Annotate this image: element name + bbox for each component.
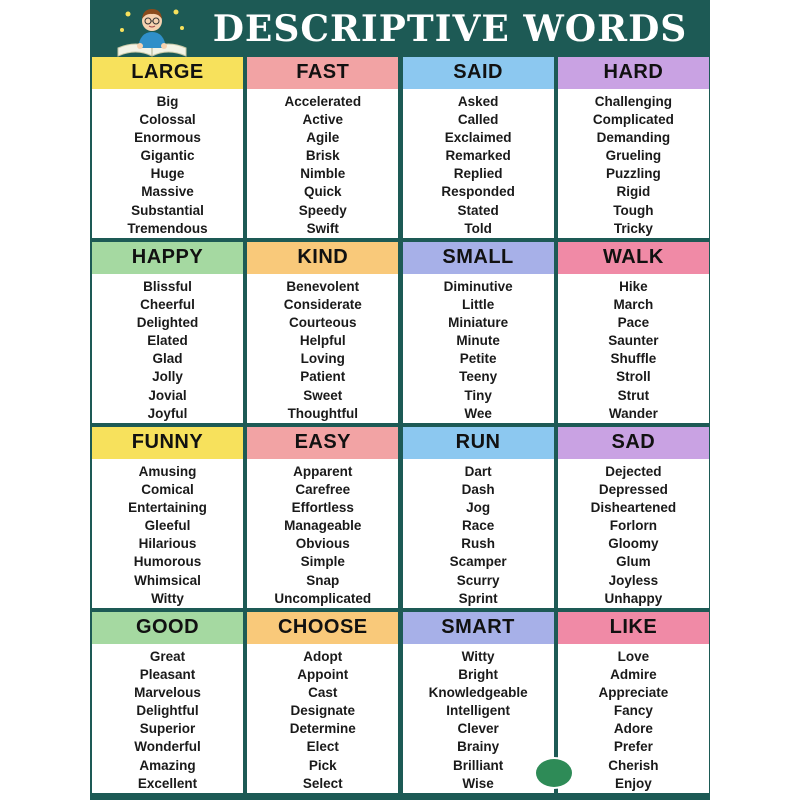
synonym-item: Scamper xyxy=(449,554,507,570)
card-heading: SMART xyxy=(403,612,554,644)
synonym-item: Select xyxy=(302,775,343,791)
synonym-item: Accelerated xyxy=(284,93,362,109)
word-card-smart xyxy=(403,612,554,793)
word-card-happy xyxy=(92,242,243,423)
card-heading: LIKE xyxy=(558,612,709,644)
synonym-item: Substantial xyxy=(131,202,204,218)
poster xyxy=(90,0,710,800)
teacher-reading-book-icon xyxy=(112,2,192,58)
word-card-choose xyxy=(247,612,398,793)
synonym-item: Gloomy xyxy=(608,536,659,552)
synonym-list xyxy=(92,274,243,424)
synonym-item: Puzzling xyxy=(606,166,661,182)
synonym-item: Depressed xyxy=(598,481,668,497)
synonym-item: Replied xyxy=(453,166,503,182)
word-card-run xyxy=(403,427,554,608)
synonym-item: Asked xyxy=(457,93,499,109)
synonym-item: Remarked xyxy=(445,148,511,164)
word-card-small xyxy=(403,242,554,423)
synonym-item: Pick xyxy=(308,757,337,773)
synonym-item: Courteous xyxy=(289,314,357,330)
word-card-kind xyxy=(247,242,398,423)
synonym-list xyxy=(92,459,243,609)
word-card-funny xyxy=(92,427,243,608)
card-heading: RUN xyxy=(403,427,554,459)
card-heading: LARGE xyxy=(92,57,243,89)
synonym-item: Active xyxy=(302,111,344,127)
synonym-item: Considerate xyxy=(283,296,362,312)
synonym-item: Determine xyxy=(289,721,356,737)
synonym-item: Knowledgeable xyxy=(428,684,528,700)
synonym-list xyxy=(403,459,554,609)
synonym-list xyxy=(403,274,554,424)
synonym-item: Scurry xyxy=(456,572,500,588)
synonym-item: Miniature xyxy=(448,314,509,330)
synonym-item: Race xyxy=(461,518,495,534)
synonym-item: March xyxy=(613,296,654,312)
synonym-item: Love xyxy=(617,648,650,664)
synonym-item: Elect xyxy=(306,739,339,755)
synonym-item: Tricky xyxy=(613,220,653,236)
synonym-item: Gleeful xyxy=(144,518,191,534)
synonym-item: Brisk xyxy=(305,148,340,164)
synonym-item: Strut xyxy=(617,387,650,403)
synonym-item: Amusing xyxy=(138,463,197,479)
synonym-item: Exclaimed xyxy=(444,129,512,145)
card-heading: SMALL xyxy=(403,242,554,274)
synonym-item: Jovial xyxy=(148,387,187,403)
synonym-item: Loving xyxy=(300,351,345,367)
word-card-said xyxy=(403,57,554,238)
synonym-item: Whimsical xyxy=(134,572,201,588)
synonym-item: Clever xyxy=(457,721,499,737)
word-card-sad xyxy=(558,427,709,608)
synonym-item: Simple xyxy=(300,554,345,570)
synonym-item: Responded xyxy=(441,184,515,200)
synonym-item: Minute xyxy=(456,333,500,349)
synonym-item: Snap xyxy=(306,572,340,588)
card-heading: CHOOSE xyxy=(247,612,398,644)
synonym-item: Apparent xyxy=(293,463,353,479)
synonym-item: Dejected xyxy=(605,463,662,479)
word-cards-grid xyxy=(92,57,708,797)
synonym-item: Wise xyxy=(462,775,494,791)
synonym-item: Carefree xyxy=(295,481,351,497)
card-heading: FAST xyxy=(247,57,398,89)
synonym-item: Jolly xyxy=(152,369,183,385)
synonym-item: Comical xyxy=(141,481,194,497)
card-heading: SAD xyxy=(558,427,709,459)
synonym-item: Grueling xyxy=(605,148,662,164)
card-heading: KIND xyxy=(247,242,398,274)
synonym-list xyxy=(558,89,709,239)
synonym-item: Brainy xyxy=(457,739,500,755)
synonym-item: Hilarious xyxy=(138,536,197,552)
synonym-item: Called xyxy=(457,111,499,127)
word-card-like xyxy=(558,612,709,793)
synonym-item: Shuffle xyxy=(610,351,657,367)
synonym-item: Witty xyxy=(151,590,184,606)
synonym-item: Agile xyxy=(306,129,340,145)
synonym-item: Rush xyxy=(461,536,495,552)
synonym-item: Adore xyxy=(613,721,653,737)
synonym-item: Blissful xyxy=(143,278,192,294)
synonym-item: Dart xyxy=(464,463,492,479)
synonym-item: Appoint xyxy=(297,666,349,682)
card-heading: HAPPY xyxy=(92,242,243,274)
synonym-item: Superior xyxy=(139,721,196,737)
synonym-list xyxy=(403,89,554,239)
synonym-item: Rigid xyxy=(616,184,651,200)
synonym-item: Wee xyxy=(464,405,492,421)
synonym-item: Benevolent xyxy=(286,278,360,294)
synonym-item: Saunter xyxy=(608,333,659,349)
synonym-item: Entertaining xyxy=(128,499,207,515)
synonym-item: Teeny xyxy=(459,369,498,385)
synonym-item: Speedy xyxy=(298,202,347,218)
synonym-item: Little xyxy=(461,296,495,312)
synonym-item: Unhappy xyxy=(604,590,663,606)
synonym-item: Stated xyxy=(457,202,499,218)
synonym-item: Great xyxy=(149,648,186,664)
card-heading: WALK xyxy=(558,242,709,274)
card-heading: GOOD xyxy=(92,612,243,644)
synonym-item: Tremendous xyxy=(127,220,208,236)
synonym-item: Uncomplicated xyxy=(274,590,372,606)
synonym-list xyxy=(247,644,398,794)
synonym-item: Hike xyxy=(619,278,648,294)
word-card-good xyxy=(92,612,243,793)
synonym-item: Joyless xyxy=(608,572,659,588)
synonym-list xyxy=(558,274,709,424)
card-heading: FUNNY xyxy=(92,427,243,459)
synonym-item: Elated xyxy=(147,333,188,349)
card-heading: HARD xyxy=(558,57,709,89)
synonym-item: Challenging xyxy=(594,93,673,109)
synonym-item: Cast xyxy=(308,684,338,700)
poster-header xyxy=(90,0,710,57)
synonym-item: Swift xyxy=(306,220,339,236)
word-card-fast xyxy=(247,57,398,238)
synonym-item: Pleasant xyxy=(139,666,196,682)
synonym-item: Sprint xyxy=(458,590,498,606)
synonym-item: Wander xyxy=(608,405,658,421)
synonym-item: Tough xyxy=(613,202,654,218)
synonym-item: Amazing xyxy=(139,757,196,773)
synonym-item: Enjoy xyxy=(615,775,652,791)
synonym-item: Humorous xyxy=(133,554,202,570)
synonym-item: Glum xyxy=(616,554,651,570)
synonym-item: Wonderful xyxy=(134,739,201,755)
synonym-item: Stroll xyxy=(616,369,651,385)
synonym-list xyxy=(247,89,398,239)
synonym-item: Joyful xyxy=(147,405,188,421)
synonym-item: Cherish xyxy=(608,757,659,773)
synonym-list xyxy=(558,644,709,794)
synonym-item: Dash xyxy=(461,481,495,497)
page-title: DESCRIPTIVE WORDS xyxy=(212,8,688,50)
synonym-item: Brilliant xyxy=(452,757,504,773)
synonym-list xyxy=(247,274,398,424)
synonym-item: Delighted xyxy=(136,314,199,330)
word-card-easy xyxy=(247,427,398,608)
synonym-list xyxy=(92,89,243,239)
synonym-item: Glad xyxy=(152,351,183,367)
synonym-item: Sweet xyxy=(303,387,343,403)
synonym-item: Huge xyxy=(150,166,185,182)
synonym-item: Nimble xyxy=(300,166,346,182)
synonym-item: Enormous xyxy=(134,129,201,145)
synonym-list xyxy=(558,459,709,609)
word-card-large xyxy=(92,57,243,238)
synonym-item: Effortless xyxy=(291,499,354,515)
synonym-item: Colossal xyxy=(139,111,196,127)
card-heading: SAID xyxy=(403,57,554,89)
synonym-item: Manageable xyxy=(284,518,362,534)
synonym-item: Thoughtful xyxy=(287,405,359,421)
synonym-item: Adopt xyxy=(303,648,343,664)
word-card-hard xyxy=(558,57,709,238)
synonym-item: Fancy xyxy=(613,703,653,719)
synonym-item: Bright xyxy=(458,666,498,682)
synonym-item: Admire xyxy=(610,666,657,682)
synonym-list xyxy=(403,644,554,794)
synonym-item: Massive xyxy=(141,184,194,200)
synonym-item: Big xyxy=(156,93,179,109)
card-heading: EASY xyxy=(247,427,398,459)
synonym-item: Cheerful xyxy=(140,296,195,312)
synonym-item: Pace xyxy=(617,314,650,330)
synonym-item: Quick xyxy=(304,184,342,200)
word-card-walk xyxy=(558,242,709,423)
synonym-item: Patient xyxy=(300,369,346,385)
synonym-item: Delightful xyxy=(136,703,199,719)
synonym-item: Demanding xyxy=(596,129,671,145)
synonym-item: Appreciate xyxy=(598,684,669,700)
synonym-item: Excellent xyxy=(137,775,198,791)
synonym-item: Told xyxy=(464,220,492,236)
synonym-item: Complicated xyxy=(592,111,674,127)
synonym-item: Designate xyxy=(290,703,356,719)
synonym-item: Prefer xyxy=(613,739,653,755)
synonym-list xyxy=(92,644,243,794)
synonym-item: Tiny xyxy=(464,387,492,403)
synonym-item: Petite xyxy=(459,351,497,367)
synonym-item: Gigantic xyxy=(140,148,195,164)
publisher-logo-icon xyxy=(534,757,574,789)
synonym-item: Intelligent xyxy=(446,703,510,719)
synonym-item: Jog xyxy=(466,499,491,515)
synonym-item: Helpful xyxy=(299,333,346,349)
synonym-item: Diminutive xyxy=(443,278,513,294)
synonym-item: Witty xyxy=(461,648,495,664)
synonym-item: Forlorn xyxy=(609,518,658,534)
synonym-item: Disheartened xyxy=(590,499,677,515)
synonym-list xyxy=(247,459,398,609)
synonym-item: Marvelous xyxy=(134,684,201,700)
synonym-item: Obvious xyxy=(295,536,350,552)
